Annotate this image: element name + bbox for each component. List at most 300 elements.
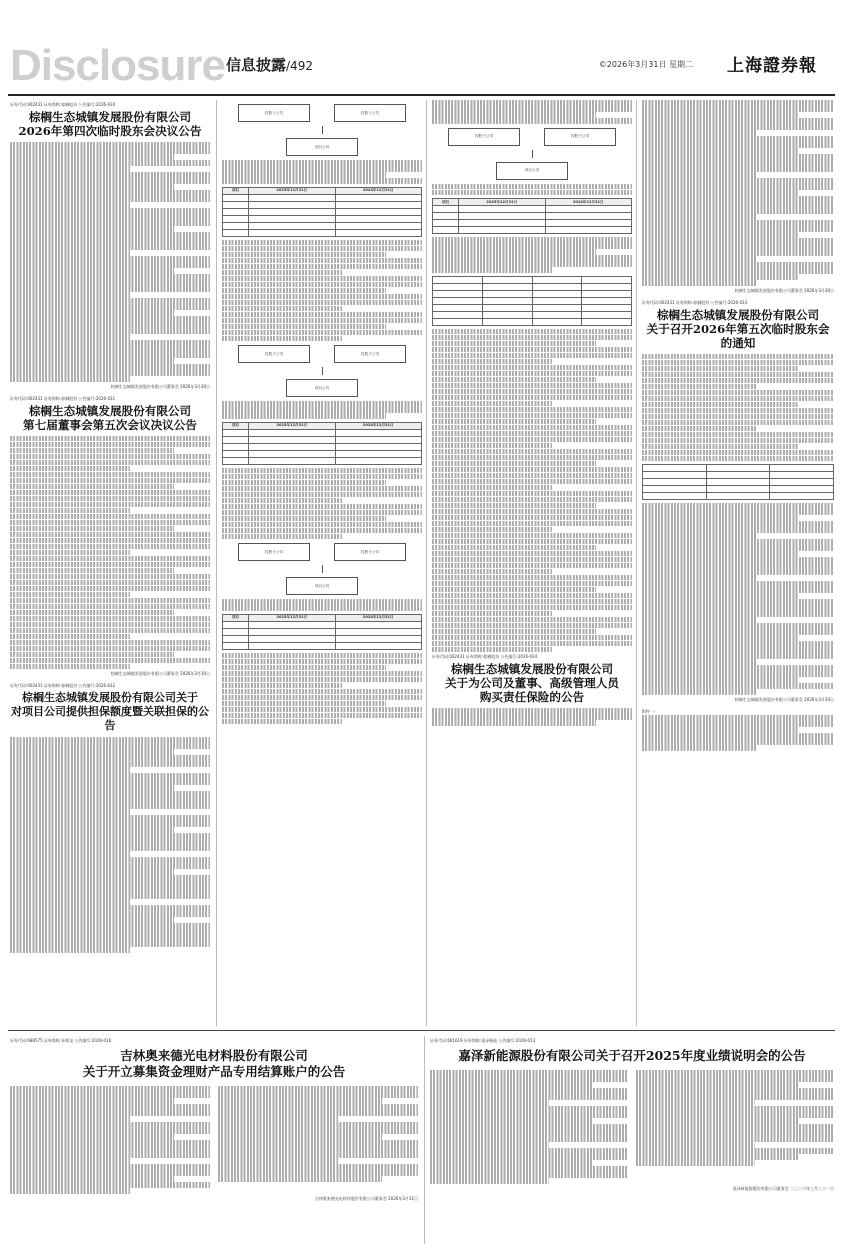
- text-line: [218, 1146, 418, 1152]
- text-line: [10, 785, 174, 791]
- text-line: [10, 346, 210, 352]
- text-line: [430, 1106, 628, 1112]
- title-line: 棕榈生态城镇发展股份有限公司: [656, 307, 820, 322]
- text-line: [642, 226, 834, 232]
- text-line: [432, 605, 632, 611]
- text-line: [432, 509, 632, 515]
- title-line: 棕榈生态城镇发展股份有限公司: [450, 662, 614, 676]
- text-line: [430, 1082, 592, 1088]
- page-number: /492: [286, 59, 313, 73]
- text-line: [432, 521, 632, 527]
- text-line: [10, 797, 210, 803]
- table-cell: [335, 450, 421, 457]
- text-line: [642, 130, 757, 136]
- table-cell: [223, 201, 249, 208]
- table-cell: [582, 290, 632, 297]
- text-line: [10, 827, 174, 833]
- text-line: [10, 238, 210, 244]
- text-line: [642, 274, 799, 280]
- table-cell: [482, 290, 532, 297]
- text-line: [10, 809, 130, 815]
- text-line: [636, 1082, 798, 1088]
- text-line: [642, 533, 757, 539]
- table-row: [433, 318, 632, 325]
- text-line: [10, 280, 210, 286]
- text-line: [222, 240, 422, 246]
- table-cell: [335, 194, 421, 201]
- text-line: [218, 1098, 382, 1104]
- text-line: [642, 629, 834, 635]
- table-header-cell: 项目: [223, 187, 249, 194]
- financial-table: [222, 614, 422, 650]
- text-line: [642, 238, 834, 244]
- table-header-cell: 2024年12月31日: [335, 187, 421, 194]
- text-line: [642, 420, 834, 426]
- table-cell: [582, 283, 632, 290]
- table-header-cell: 2024年12月31日: [545, 199, 631, 206]
- table-cell: [249, 628, 335, 635]
- table-cell: [335, 642, 421, 649]
- text-line: [642, 671, 834, 677]
- table-cell: [335, 457, 421, 464]
- table-row: [643, 465, 834, 472]
- org-chart-row: [226, 345, 418, 363]
- text-line: [10, 911, 210, 917]
- table-cell: [582, 311, 632, 318]
- text-line: [642, 232, 799, 238]
- text-line: [636, 1154, 798, 1160]
- table-cell: [433, 290, 483, 297]
- announcement-header: 证券代码:002431 证券简称:棕榈股份 公告编号:2026-034: [432, 654, 538, 659]
- text-line: [10, 767, 130, 773]
- text-line: [642, 641, 834, 647]
- text-line: [10, 292, 130, 298]
- text-line: [642, 118, 834, 124]
- text-line: [642, 503, 834, 509]
- text-line: [222, 701, 386, 707]
- org-box: 控股子公司: [238, 543, 310, 561]
- text-line: [10, 484, 174, 490]
- text-line: [432, 533, 632, 539]
- text-line: [432, 371, 632, 377]
- text-line: [10, 154, 174, 160]
- text-line: [10, 304, 210, 310]
- text-line: [642, 106, 834, 112]
- column-divider: [216, 100, 217, 1026]
- text-line: [10, 460, 210, 466]
- text-line: [10, 538, 210, 544]
- text-line: [636, 1070, 834, 1076]
- text-line: [432, 617, 632, 623]
- bottom-left-announcement: [10, 1036, 418, 1244]
- text-line: [222, 707, 422, 713]
- text-line: [432, 329, 632, 335]
- text-line: [218, 1128, 418, 1134]
- text-line: [10, 833, 210, 839]
- text-line: [218, 1086, 418, 1092]
- table-header-cell: 2024年12月31日: [335, 614, 421, 621]
- text-line: [642, 539, 834, 545]
- org-box: 控股子公司: [334, 104, 406, 122]
- table-cell: [433, 227, 459, 234]
- org-chart-row: [436, 128, 628, 146]
- table-cell: [706, 472, 770, 479]
- text-line: [222, 605, 422, 611]
- masthead-brand: Disclosure: [10, 41, 225, 90]
- text-line: [642, 214, 757, 220]
- text-line: [430, 1124, 628, 1130]
- text-line: [432, 647, 552, 653]
- text-line: [642, 250, 834, 256]
- financial-table: [432, 276, 632, 326]
- text-line: [642, 136, 834, 142]
- text-line: [642, 635, 799, 641]
- text-line: [218, 1164, 418, 1170]
- text-line: [642, 611, 834, 617]
- text-line: [432, 437, 632, 443]
- column-divider: [636, 100, 637, 1026]
- text-line: [430, 1130, 628, 1136]
- title-line: 2026年第四次临时股东会决议公告: [18, 124, 202, 138]
- signature: 嘉泽新能源股份有限公司董事会 二〇二六年三月三十一日: [732, 1186, 834, 1191]
- text-line: [642, 402, 799, 408]
- text-line: [222, 312, 422, 318]
- text-line: [10, 640, 210, 646]
- text-line: [10, 514, 210, 520]
- table-cell: [335, 443, 421, 450]
- table-cell: [545, 220, 631, 227]
- table-cell: [482, 283, 532, 290]
- text-line: [10, 881, 210, 887]
- text-line: [222, 160, 422, 166]
- title-line: 关于召开2026年第五次临时股东会的通知: [646, 321, 830, 350]
- table-cell: [249, 201, 335, 208]
- table-header-row: [433, 199, 632, 206]
- text-line: [642, 733, 834, 739]
- text-line: [642, 202, 834, 208]
- text-line: [432, 473, 632, 479]
- table-cell: [223, 628, 249, 635]
- text-line: [10, 1170, 210, 1176]
- text-line: [432, 365, 632, 371]
- text-line: [10, 568, 174, 574]
- text-line: [432, 190, 632, 196]
- text-line: [10, 364, 210, 370]
- text-line: [10, 598, 210, 604]
- title-line: 关于开立募集资金理财产品专用结算账户的公告: [82, 1064, 346, 1079]
- text-line: [432, 593, 632, 599]
- org-box: 控股子公司: [334, 543, 406, 561]
- table-row: [433, 311, 632, 318]
- text-line: [222, 413, 386, 419]
- text-line: [218, 1134, 382, 1140]
- table-row: [223, 229, 422, 236]
- text-line: [222, 677, 422, 683]
- text-line: [432, 545, 596, 551]
- table-cell: [223, 208, 249, 215]
- text-line: [10, 580, 210, 586]
- org-connector: [322, 126, 323, 134]
- text-line: [222, 522, 422, 528]
- text-line: [430, 1160, 592, 1166]
- text-line: [432, 443, 552, 449]
- org-box: 项目公司: [286, 379, 358, 397]
- text-line: [430, 1178, 549, 1184]
- text-line: [10, 226, 174, 232]
- text-line: [636, 1094, 834, 1100]
- financial-table: [432, 198, 632, 234]
- text-line: [10, 550, 130, 556]
- table-cell: [433, 283, 483, 290]
- text-line: [432, 629, 596, 635]
- text-line: [642, 378, 834, 384]
- table-cell: [249, 635, 335, 642]
- text-line: [642, 581, 834, 587]
- financial-table: [222, 422, 422, 465]
- org-box: 控股子公司: [334, 345, 406, 363]
- text-line: [10, 286, 210, 292]
- table-cell: [643, 493, 707, 500]
- table-row: [433, 297, 632, 304]
- column-4: [642, 100, 834, 1026]
- newspaper-name: 上海證券報: [727, 56, 817, 76]
- text-line: [222, 300, 422, 306]
- table-row: [223, 429, 422, 436]
- table-cell: [433, 206, 459, 213]
- announcement-title: [10, 404, 210, 432]
- org-chart-row: [436, 162, 628, 180]
- table-row: [223, 194, 422, 201]
- text-line: [636, 1124, 834, 1130]
- text-line: [642, 515, 799, 521]
- text-line: [10, 334, 130, 340]
- text-line: [642, 166, 834, 172]
- text-line: [642, 665, 834, 671]
- text-line: [642, 432, 834, 438]
- text-line: [10, 857, 210, 863]
- text-line: [222, 480, 386, 486]
- column-3: [432, 100, 632, 1026]
- text-line: [222, 324, 386, 330]
- text-line: [432, 106, 632, 112]
- text-line: [642, 715, 834, 721]
- text-line: [10, 508, 130, 514]
- table-cell: [532, 276, 582, 283]
- text-line: [642, 677, 799, 683]
- text-line: [10, 526, 174, 532]
- table-cell: [223, 642, 249, 649]
- text-line: [432, 419, 596, 425]
- text-line: [10, 821, 210, 827]
- text-line: [642, 220, 834, 226]
- text-line: [432, 611, 552, 617]
- text-line: [432, 401, 552, 407]
- text-line: [10, 478, 210, 484]
- announcement-header: 证券代码:002431 证券简称:棕榈股份 公告编号:2026-030: [10, 102, 116, 107]
- text-line: [222, 653, 422, 659]
- table-cell: [223, 621, 249, 628]
- org-connector: [532, 150, 533, 158]
- table-cell: [223, 450, 249, 457]
- text-line: [642, 208, 834, 214]
- text-line: [430, 1148, 628, 1154]
- text-line: [10, 899, 130, 905]
- text-line: [222, 330, 422, 336]
- announcement-header: 证券代码:002431 证券简称:棕榈股份 公告编号:2026-033: [642, 299, 748, 305]
- table-cell: [249, 215, 335, 222]
- table-cell: [770, 472, 834, 479]
- text-line: [222, 719, 342, 725]
- text-line: [10, 634, 130, 640]
- text-line: [432, 255, 632, 261]
- text-line: [642, 124, 834, 130]
- text-line: [432, 635, 632, 641]
- text-line: [222, 276, 422, 282]
- text-line: [10, 262, 210, 268]
- text-line: [10, 520, 210, 526]
- text-line: [10, 905, 210, 911]
- text-line: [432, 587, 596, 593]
- text-line: [642, 527, 834, 533]
- text-line: [10, 442, 210, 448]
- text-line: [642, 262, 834, 268]
- text-line: [218, 1092, 418, 1098]
- table-cell: [249, 443, 335, 450]
- text-line: [642, 426, 757, 432]
- table-header-row: [223, 187, 422, 194]
- text-line: [10, 1152, 210, 1158]
- text-line: [10, 803, 210, 809]
- text-line: [10, 1134, 174, 1140]
- text-line: [430, 1094, 628, 1100]
- signature: 吉林奥来德光电材料股份有限公司董事会 2026年3月31日: [314, 1196, 418, 1201]
- text-line: [10, 142, 210, 148]
- text-line: [10, 232, 210, 238]
- table-cell: [532, 290, 582, 297]
- text-line: [218, 1110, 418, 1116]
- text-line: [642, 653, 834, 659]
- text-line: [10, 1188, 130, 1194]
- table-row: [433, 227, 632, 234]
- text-line: [10, 947, 130, 953]
- text-line: [636, 1112, 834, 1118]
- text-line: [222, 306, 342, 312]
- text-line: [432, 569, 552, 575]
- text-line: [432, 563, 632, 569]
- text-line: [642, 396, 834, 402]
- text-line: [432, 455, 632, 461]
- text-line: [10, 214, 210, 220]
- text-line: [10, 1146, 210, 1152]
- table-header-row: [223, 614, 422, 621]
- table-cell: [482, 276, 532, 283]
- text-line: [10, 202, 130, 208]
- text-line: [642, 456, 834, 462]
- title-line: 棕榈生态城镇发展股份有限公司: [28, 110, 192, 124]
- table-cell: [433, 304, 483, 311]
- text-line: [222, 486, 422, 492]
- text-line: [432, 100, 632, 106]
- text-line: [222, 468, 422, 474]
- table-cell: [223, 229, 249, 236]
- text-line: [10, 322, 210, 328]
- table-cell: [335, 436, 421, 443]
- text-line: [218, 1152, 418, 1158]
- appendix-label: 附件一:: [642, 708, 656, 714]
- text-line: [10, 1110, 210, 1116]
- text-line: [218, 1104, 418, 1110]
- text-line: [10, 863, 210, 869]
- org-box: 控股子公司: [448, 128, 520, 146]
- org-chart-row: [226, 104, 418, 122]
- text-line: [642, 605, 834, 611]
- two-column-body: [10, 1086, 418, 1194]
- text-line: [222, 407, 422, 413]
- title-line: 购买责任保险的公告: [479, 690, 585, 704]
- text-line: [10, 358, 174, 364]
- table-row: [433, 304, 632, 311]
- org-box: 项目公司: [286, 577, 358, 595]
- table-header-cell: 2025年12月31日: [249, 187, 335, 194]
- text-line: [10, 196, 210, 202]
- text-line: [642, 160, 834, 166]
- org-chart-row: [226, 379, 418, 397]
- text-line: [10, 220, 210, 226]
- table-cell: [770, 486, 834, 493]
- text-line: [10, 190, 210, 196]
- text-line: [642, 280, 757, 286]
- text-line: [222, 713, 422, 719]
- table-cell: [335, 429, 421, 436]
- text-line: [10, 628, 210, 634]
- text-line: [10, 574, 210, 580]
- text-line: [10, 172, 210, 178]
- text-line: [10, 941, 210, 947]
- text-line: [432, 395, 632, 401]
- text-line: [10, 472, 210, 478]
- text-line: [222, 510, 422, 516]
- text-line: [10, 586, 210, 592]
- table-cell: [643, 465, 707, 472]
- text-line: [10, 815, 210, 821]
- table-row: [433, 213, 632, 220]
- text-line: [636, 1160, 755, 1166]
- text-line: [432, 527, 552, 533]
- date-line: ©2026年3月31日 星期二: [598, 60, 693, 69]
- table-cell: [335, 215, 421, 222]
- text-line: [222, 294, 422, 300]
- table-cell: [433, 318, 483, 325]
- text-line: [432, 461, 596, 467]
- text-line: [642, 112, 799, 118]
- table-cell: [459, 227, 545, 234]
- text-line: [222, 659, 422, 665]
- text-line: [222, 528, 422, 534]
- table-row: [223, 450, 422, 457]
- text-line: [218, 1170, 418, 1176]
- text-line: [642, 617, 757, 623]
- text-line: [10, 274, 210, 280]
- text-line: [10, 664, 130, 670]
- text-line: [10, 250, 130, 256]
- text-line: [642, 184, 834, 190]
- text-line: [430, 1154, 628, 1160]
- table-row: [223, 443, 422, 450]
- table-header-cell: 项目: [433, 199, 459, 206]
- announcement-title: [10, 110, 210, 138]
- announcement-title: [10, 1048, 418, 1080]
- text-line: [432, 431, 632, 437]
